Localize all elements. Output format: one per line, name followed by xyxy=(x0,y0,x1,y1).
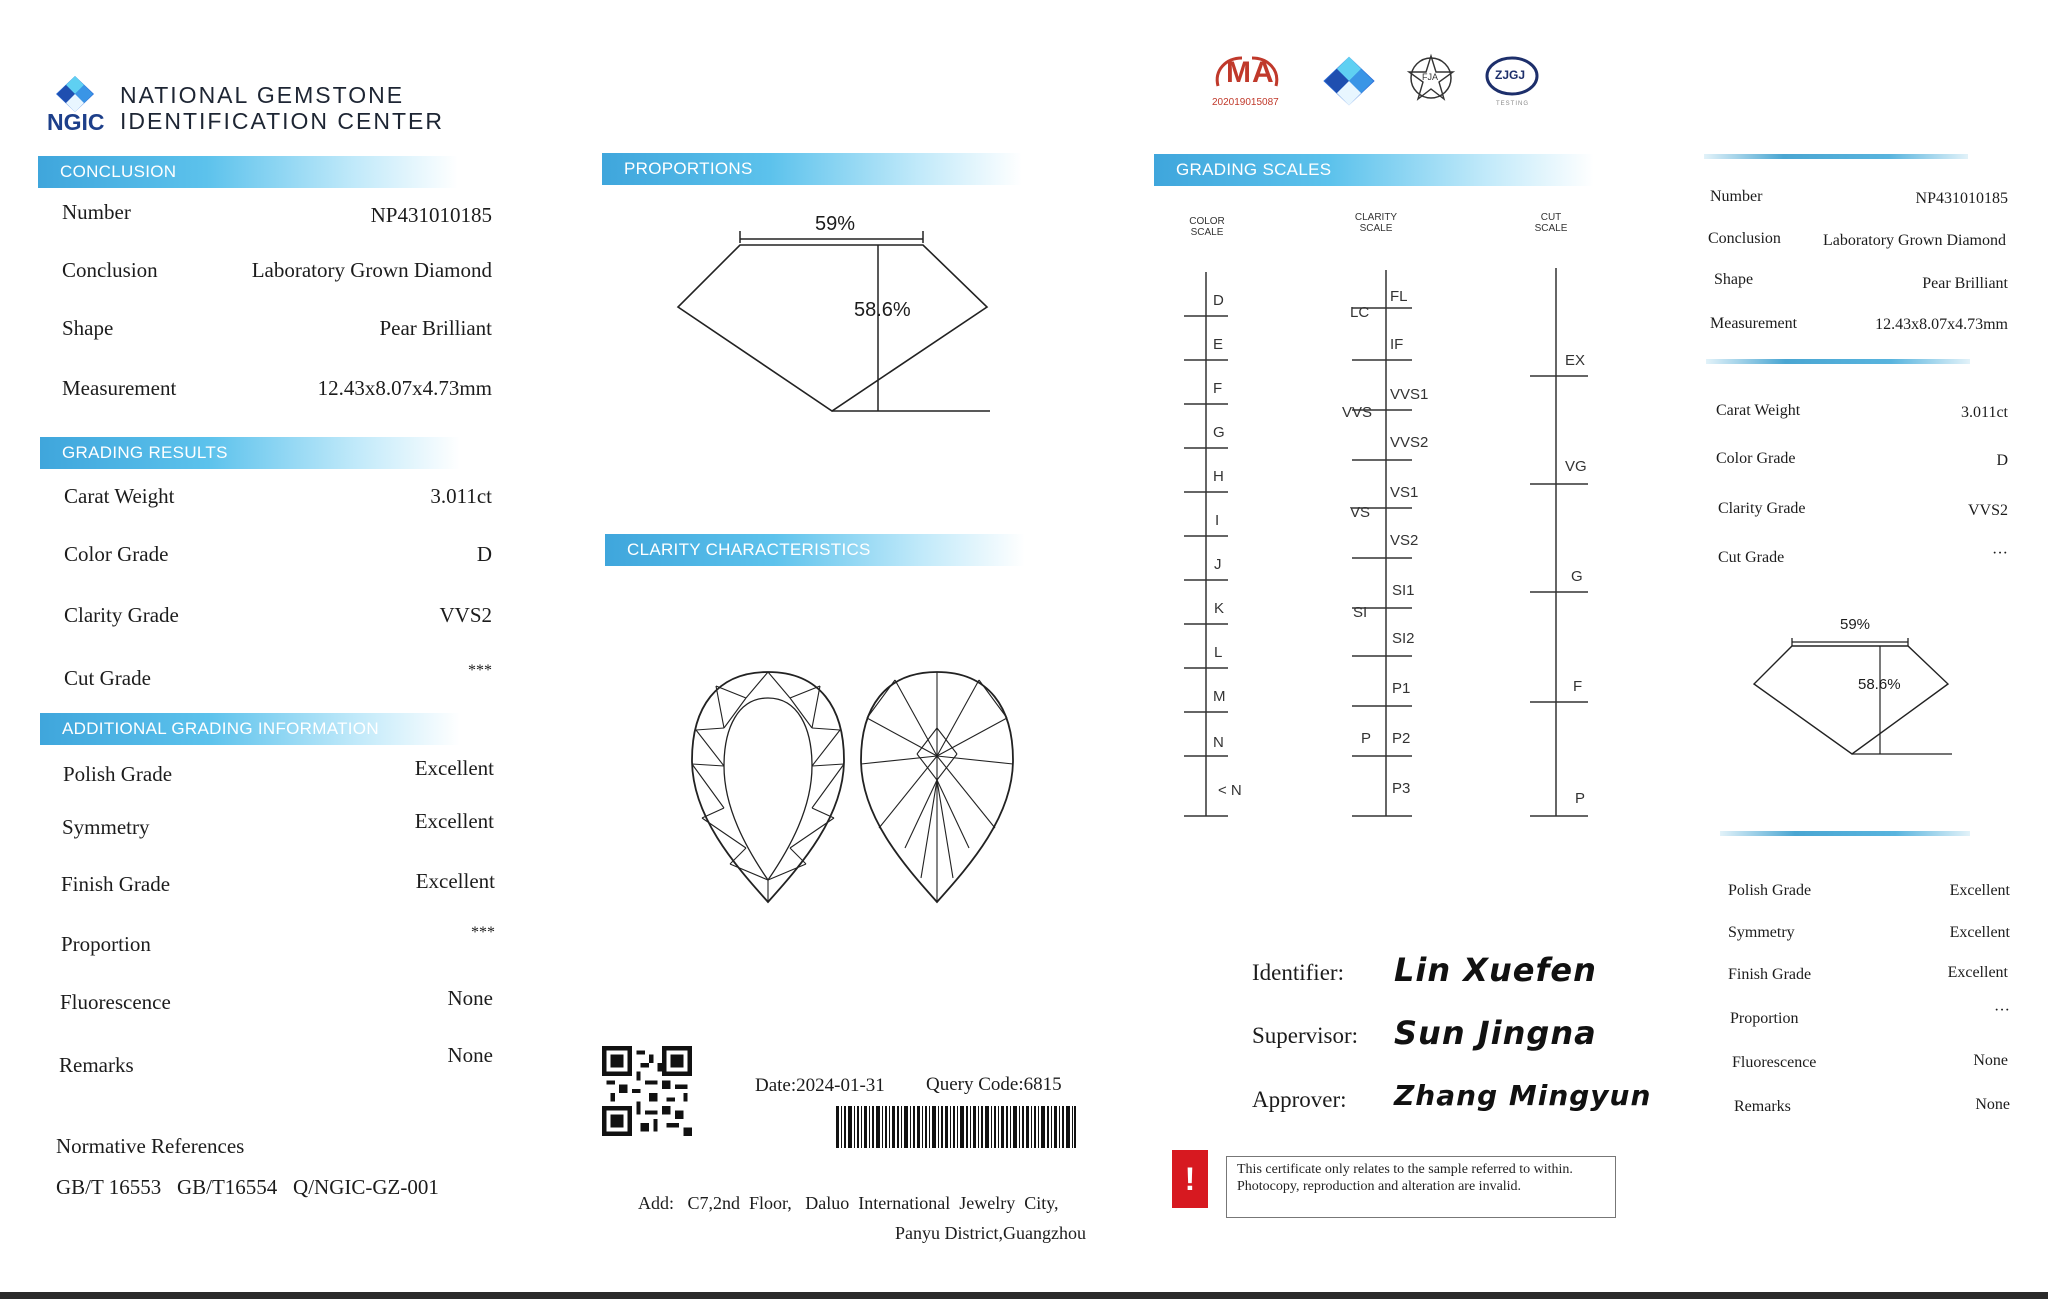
row-value: None xyxy=(447,1043,493,1067)
row-label: Shape xyxy=(62,316,114,340)
pear-crown-diagram-icon xyxy=(686,668,850,906)
row-value: NP431010185 xyxy=(370,203,492,227)
clarity-group-si: SI xyxy=(1353,604,1368,621)
color-grade-below-n: < N xyxy=(1218,782,1242,799)
row-value: ··· xyxy=(1992,545,2008,562)
row-label: Color Grade xyxy=(1716,450,1796,467)
row-label: Color Grade xyxy=(64,542,169,566)
heading-line: SCALE xyxy=(1534,223,1568,234)
row-label: Finish Grade xyxy=(1728,966,1812,983)
identifier-signature: Lin Xuefen xyxy=(1394,951,1597,989)
cut-grade: G xyxy=(1571,568,1583,585)
heading-line: SCALE xyxy=(1190,227,1224,238)
row-label: Polish Grade xyxy=(63,762,173,786)
cut-grade: P xyxy=(1575,790,1586,807)
cma-text: MA xyxy=(1226,56,1275,89)
approver-signature: Zhang Mingyun xyxy=(1394,1079,1652,1112)
row-label: Clarity Grade xyxy=(64,603,179,627)
row-value: Excellent xyxy=(1949,924,2010,941)
zjgj-text: ZJGJ xyxy=(1495,68,1526,82)
summary-proportion-diagram xyxy=(1748,632,1958,760)
row-label: Remarks xyxy=(59,1053,134,1077)
cut-grade: VG xyxy=(1565,458,1587,475)
notice-text: This certificate only relates to the sample referred to within. Photocopy, reproduction and alteration are invalid. xyxy=(1226,1156,1616,1218)
row-value: Excellent xyxy=(415,869,495,893)
lab-address-line-1: Add: C7,2nd Floor, Daluo International Jewelry City, xyxy=(638,1193,1059,1213)
brand-line-2: IDENTIFICATION CENTER xyxy=(120,108,444,134)
row-label: Clarity Grade xyxy=(1718,500,1806,517)
ngic-logo-icon xyxy=(54,74,96,114)
heading-line: CLARITY xyxy=(1354,212,1398,223)
color-grade-m: M xyxy=(1213,688,1226,705)
row-value: Excellent xyxy=(1949,882,2010,899)
row-value: ··· xyxy=(1994,1002,2010,1019)
row-value: *** xyxy=(468,662,492,679)
row-value: None xyxy=(1973,1052,2008,1069)
row-value: 3.011ct xyxy=(1961,404,2008,421)
conclusion-banner: CONCLUSION xyxy=(38,156,458,188)
qr-code-icon xyxy=(602,1046,692,1136)
heading-line: COLOR xyxy=(1189,216,1225,227)
validity-notice xyxy=(1172,1150,1620,1226)
summary-divider-bottom xyxy=(1720,831,1970,836)
color-grade-n: N xyxy=(1213,734,1224,751)
color-grade-h: H xyxy=(1213,468,1224,485)
clarity-grade: P2 xyxy=(1392,730,1411,747)
clarity-grade: FL xyxy=(1390,288,1408,305)
row-label: Finish Grade xyxy=(61,872,171,896)
clarity-scale-heading xyxy=(1350,212,1402,234)
row-value: Pear Brilliant xyxy=(1922,275,2008,292)
color-grade-l: L xyxy=(1214,644,1223,661)
clarity-group-vs: VS xyxy=(1350,504,1371,521)
row-value: None xyxy=(447,986,493,1010)
row-label: Proportion xyxy=(61,932,151,956)
brand-abbr: NGIC xyxy=(47,109,105,135)
summary-divider-top xyxy=(1704,154,1968,159)
summary-divider-mid xyxy=(1706,359,1970,364)
row-label: Fluorescence xyxy=(1732,1054,1817,1071)
row-label: Conclusion xyxy=(62,258,158,282)
barcode-icon xyxy=(836,1106,1076,1148)
proportion-diagram xyxy=(660,215,1000,425)
clarity-characteristics-banner: CLARITY CHARACTERISTICS xyxy=(605,534,1025,566)
identifier-label: Identifier: xyxy=(1252,960,1344,985)
cut-grade: F xyxy=(1573,678,1583,695)
grading-scales-banner: GRADING SCALES xyxy=(1154,154,1594,186)
fja-text: FJA xyxy=(1422,72,1439,82)
row-label: Cut Grade xyxy=(64,666,151,690)
clarity-group-vvs: VVS xyxy=(1342,404,1373,421)
normative-refs: GB/T 16553 GB/T16554 Q/NGIC-GZ-001 xyxy=(56,1175,439,1199)
certificate-date: Date:2024-01-31 xyxy=(755,1075,885,1096)
color-grade-g: G xyxy=(1213,424,1225,441)
approver-label: Approver: xyxy=(1252,1087,1347,1112)
row-label: Number xyxy=(1710,188,1763,205)
row-label: Proportion xyxy=(1730,1010,1799,1027)
cut-grade: EX xyxy=(1565,352,1586,369)
cut-scale-heading xyxy=(1528,212,1574,234)
color-grade-f: F xyxy=(1213,380,1223,397)
grading-results-banner: GRADING RESULTS xyxy=(40,437,460,469)
row-label: Carat Weight xyxy=(64,484,175,508)
pear-pavilion-diagram-icon xyxy=(855,668,1019,906)
table-percent: 59% xyxy=(815,213,856,235)
row-value: Excellent xyxy=(414,756,494,780)
row-label: Shape xyxy=(1714,271,1754,288)
clarity-grade: SI1 xyxy=(1392,582,1415,599)
row-label: Carat Weight xyxy=(1716,402,1801,419)
row-label: Fluorescence xyxy=(60,990,171,1014)
row-label: Cut Grade xyxy=(1718,549,1785,566)
grading-scales-graphic xyxy=(1160,250,1610,820)
row-label: Remarks xyxy=(1734,1098,1791,1115)
summary-table-percent: 59% xyxy=(1840,616,1871,633)
row-value: Excellent xyxy=(1947,964,2008,981)
color-grade-i: I xyxy=(1215,512,1220,529)
lab-address-line-2: Panyu District,Guangzhou xyxy=(895,1223,1086,1243)
row-label: Measurement xyxy=(62,376,177,400)
row-label: Symmetry xyxy=(1728,924,1795,941)
color-grade-e: E xyxy=(1213,336,1224,353)
row-value: Laboratory Grown Diamond xyxy=(251,258,492,282)
clarity-grade: SI2 xyxy=(1392,630,1415,647)
proportions-banner: PROPORTIONS xyxy=(602,153,1022,185)
ngic-badge-icon xyxy=(1319,54,1379,108)
supervisor-label: Supervisor: xyxy=(1252,1023,1359,1048)
bottom-edge xyxy=(0,1292,2048,1299)
depth-percent: 58.6% xyxy=(854,299,911,321)
clarity-grade: VVS2 xyxy=(1390,434,1429,451)
color-grade-j: J xyxy=(1214,556,1222,573)
clarity-group-p: P xyxy=(1361,730,1372,747)
heading-line: CUT xyxy=(1540,212,1562,223)
row-value: 3.011ct xyxy=(430,484,492,508)
color-scale-heading xyxy=(1184,216,1230,238)
row-value: 12.43x8.07x4.73mm xyxy=(317,376,492,400)
row-label: Polish Grade xyxy=(1728,882,1812,899)
zjgj-subtext: TESTING xyxy=(1496,101,1530,107)
row-value: D xyxy=(476,542,492,566)
clarity-group-lc: LC xyxy=(1350,304,1370,321)
exclamation-icon: ! xyxy=(1172,1150,1208,1208)
row-label: Conclusion xyxy=(1708,230,1781,247)
clarity-grade: VS2 xyxy=(1390,532,1419,549)
row-value: 12.43x8.07x4.73mm xyxy=(1875,316,2008,333)
supervisor-signature: Sun Jingna xyxy=(1394,1014,1597,1052)
row-value: None xyxy=(1975,1096,2010,1113)
color-grade-k: K xyxy=(1214,600,1225,617)
row-value: Pear Brilliant xyxy=(379,316,492,340)
heading-line: SCALE xyxy=(1359,223,1393,234)
query-code: Query Code:6815 xyxy=(926,1074,1062,1095)
row-value: Excellent xyxy=(414,809,494,833)
clarity-grade: IF xyxy=(1390,336,1404,353)
row-value: NP431010185 xyxy=(1915,190,2008,207)
clarity-grade: VS1 xyxy=(1390,484,1419,501)
row-label: Symmetry xyxy=(62,815,150,839)
row-value: VVS2 xyxy=(439,603,492,627)
clarity-grade: P1 xyxy=(1392,680,1411,697)
row-value: *** xyxy=(471,924,495,941)
clarity-grade: P3 xyxy=(1392,780,1411,797)
additional-banner: ADDITIONAL GRADING INFORMATION xyxy=(40,713,460,745)
row-value: VVS2 xyxy=(1967,502,2008,519)
row-label: Number xyxy=(62,200,131,224)
cma-number: 202019015087 xyxy=(1212,97,1279,108)
brand-line-1: NATIONAL GEMSTONE xyxy=(120,82,405,108)
row-value: Laboratory Grown Diamond xyxy=(1822,232,2006,249)
normative-title: Normative References xyxy=(56,1134,245,1158)
color-grade-d: D xyxy=(1213,292,1224,309)
row-label: Measurement xyxy=(1710,315,1798,332)
row-value: D xyxy=(1996,452,2008,469)
clarity-grade: VVS1 xyxy=(1390,386,1429,403)
summary-depth-percent: 58.6% xyxy=(1858,676,1901,693)
